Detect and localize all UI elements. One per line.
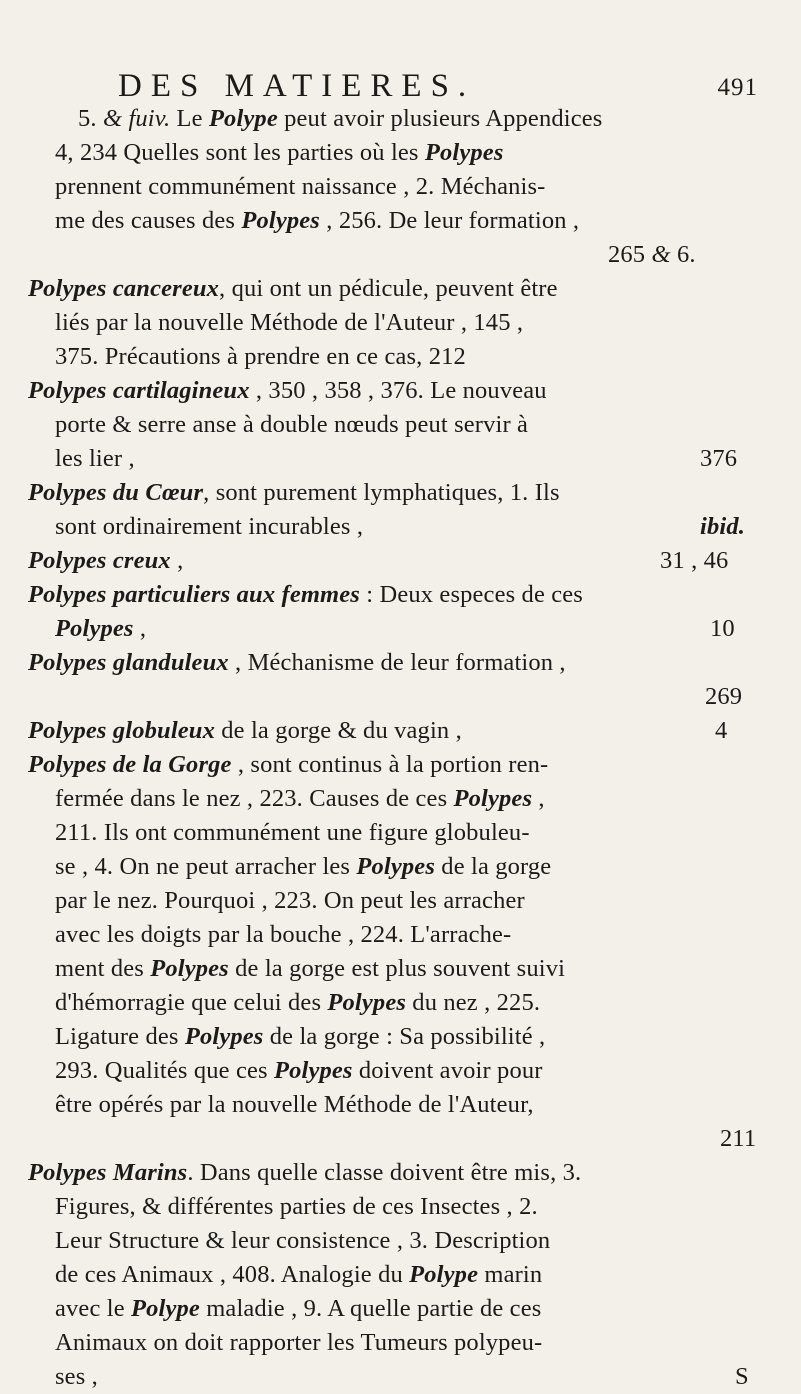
index-term: Polypes cancereux	[28, 275, 220, 302]
index-term: Polypes de la Gorge	[28, 751, 232, 778]
line-text: 269	[705, 683, 743, 710]
index-line	[660, 544, 728, 578]
index-line	[700, 510, 745, 544]
index-line	[28, 476, 560, 510]
index-line	[55, 204, 579, 238]
index-line	[55, 986, 540, 1020]
index-line	[608, 238, 696, 272]
line-text: marin	[478, 1261, 543, 1288]
index-term: Polypes globuleux	[28, 717, 215, 744]
index-line	[55, 612, 146, 646]
index-line	[28, 646, 566, 680]
line-text: doivent avoir pour	[352, 1057, 543, 1084]
line-text: avec le	[55, 1295, 132, 1322]
line-text: 376	[700, 445, 738, 472]
line-text: 6.	[670, 241, 696, 268]
line-text: , sont purement lymphatiques, 1. Ils	[203, 479, 560, 506]
line-text: ,	[133, 615, 147, 642]
index-line	[55, 1326, 542, 1360]
index-term: Polypes	[327, 989, 407, 1016]
italic-text: &	[102, 105, 129, 132]
line-text: : Deux especes de ces	[359, 581, 583, 608]
index-line	[735, 1360, 749, 1394]
line-text: 31 , 46	[660, 547, 729, 574]
index-line	[55, 782, 545, 816]
index-line	[55, 1020, 545, 1054]
index-line	[55, 340, 466, 374]
index-line	[55, 952, 565, 986]
index-line	[28, 272, 558, 306]
index-line	[55, 408, 528, 442]
line-text: Ligature des	[55, 1023, 185, 1050]
index-line	[715, 714, 727, 748]
line-text: 5.	[78, 105, 103, 132]
index-line	[28, 1156, 581, 1190]
index-term: Polypes creux	[28, 547, 171, 574]
index-line	[55, 1360, 98, 1394]
line-text: 265	[608, 241, 652, 268]
index-line	[55, 850, 551, 884]
line-text: être opérés par la nouvelle Méthode de l'Auteur,	[55, 1091, 534, 1118]
line-text: se , 4. On ne peut arracher les	[55, 853, 357, 880]
index-line	[720, 1122, 756, 1156]
line-text: sont ordinairement incurables ,	[55, 513, 364, 540]
line-text: porte & serre anse à double nœuds peut servir à	[55, 411, 529, 438]
index-line	[55, 1088, 534, 1122]
index-line	[55, 1224, 550, 1258]
index-term: Polypes	[273, 1057, 353, 1084]
index-term: Polypes glanduleux	[28, 649, 229, 676]
index-term: Polypes cartilagineux	[28, 377, 250, 404]
index-term: Polypes	[184, 1023, 264, 1050]
index-line	[28, 374, 547, 408]
index-term: Polype	[208, 105, 278, 132]
index-term: Polype	[131, 1295, 200, 1322]
line-text: 375. Précautions à prendre en ce cas, 212	[55, 343, 466, 370]
line-text: Leur Structure & leur consistence , 3. Description	[55, 1227, 551, 1254]
line-text: 4, 234 Quelles sont les parties où les	[55, 139, 425, 166]
line-text: peut avoir plusieurs Appendices	[277, 105, 603, 132]
line-text: 293. Qualités que ces	[55, 1057, 274, 1084]
index-term: Polypes	[453, 785, 533, 812]
index-line	[55, 1292, 541, 1326]
line-text: de la gorge & du vagin ,	[214, 717, 462, 744]
line-text: , qui ont un pédicule, peuvent être	[219, 275, 558, 302]
line-text: ses ,	[55, 1363, 98, 1390]
line-text: ment des	[55, 955, 151, 982]
index-line	[55, 1190, 538, 1224]
line-text: Animaux on doit rapporter les Tumeurs polypeu-	[55, 1329, 543, 1356]
index-line	[28, 544, 183, 578]
line-text: 4	[715, 717, 728, 744]
index-line	[55, 1054, 543, 1088]
line-text: ,	[170, 547, 184, 574]
index-line	[710, 612, 735, 646]
line-text: , Méchanisme de leur formation ,	[228, 649, 566, 676]
line-text: avec les doigts par la bouche , 224. L'arrache-	[55, 921, 512, 948]
line-text: de la gorge	[435, 853, 552, 880]
line-text: du nez , 225.	[406, 989, 541, 1016]
line-text: 211. Ils ont communément une figure globuleu-	[55, 819, 530, 846]
index-line	[55, 816, 530, 850]
page-number: 491	[717, 74, 758, 101]
line-text: de la gorge : Sa possibilité ,	[263, 1023, 546, 1050]
line-text: Figures, & différentes parties de ces Insectes , 2.	[55, 1193, 538, 1220]
line-text: de la gorge est plus souvent suivi	[228, 955, 566, 982]
italic-text: &	[651, 241, 671, 268]
index-line	[55, 918, 511, 952]
line-text: S	[735, 1363, 749, 1390]
line-text: les lier ,	[55, 445, 135, 472]
index-line	[55, 170, 545, 204]
line-text: Le	[170, 105, 209, 132]
index-term: ibid.	[700, 513, 745, 540]
index-term: Polype	[409, 1261, 479, 1288]
index-line	[55, 306, 523, 340]
index-line	[55, 1258, 542, 1292]
line-text: maladie , 9. A quelle partie de ces	[199, 1295, 542, 1322]
index-term: Polypes	[356, 853, 436, 880]
index-line	[55, 510, 363, 544]
index-line	[55, 884, 525, 918]
line-text: d'hémorragie que celui des	[55, 989, 328, 1016]
italic-text: fuiv.	[128, 105, 171, 132]
line-text: de ces Animaux , 408. Analogie du	[55, 1261, 410, 1288]
running-title: DES MATIERES.	[118, 68, 476, 104]
index-term: Polypes du Cœur	[28, 479, 204, 506]
index-line	[78, 102, 602, 136]
line-text: me des causes des	[55, 207, 242, 234]
line-text: fermée dans le nez , 223. Causes de ces	[55, 785, 454, 812]
index-term: Polypes	[150, 955, 229, 982]
index-line	[28, 748, 548, 782]
index-line	[55, 136, 504, 170]
line-text: prennent communément naissance , 2. Méchanis-	[55, 173, 546, 200]
index-term: Polypes particuliers aux femmes	[28, 581, 360, 608]
line-text: 211	[720, 1125, 757, 1152]
index-line	[700, 442, 737, 476]
index-line	[28, 714, 462, 748]
index-term: Polypes	[424, 139, 504, 166]
index-term: Polypes Marins	[28, 1159, 188, 1186]
line-text: liés par la nouvelle Méthode de l'Auteur , 145 ,	[55, 309, 524, 336]
line-text: 10	[710, 615, 735, 642]
line-text: par le nez. Pourquoi , 223. On peut les arracher	[55, 887, 525, 914]
line-text: . Dans quelle classe doivent être mis, 3.	[187, 1159, 582, 1186]
index-line	[705, 680, 742, 714]
index-line	[55, 442, 135, 476]
index-term: Polypes	[241, 207, 320, 234]
line-text: , sont continus à la portion ren-	[231, 751, 549, 778]
index-term: Polypes	[55, 615, 134, 642]
index-line	[28, 578, 583, 612]
line-text: , 256. De leur formation ,	[320, 207, 580, 234]
line-text: , 350 , 358 , 376. Le nouveau	[249, 377, 547, 404]
line-text: ,	[532, 785, 545, 812]
